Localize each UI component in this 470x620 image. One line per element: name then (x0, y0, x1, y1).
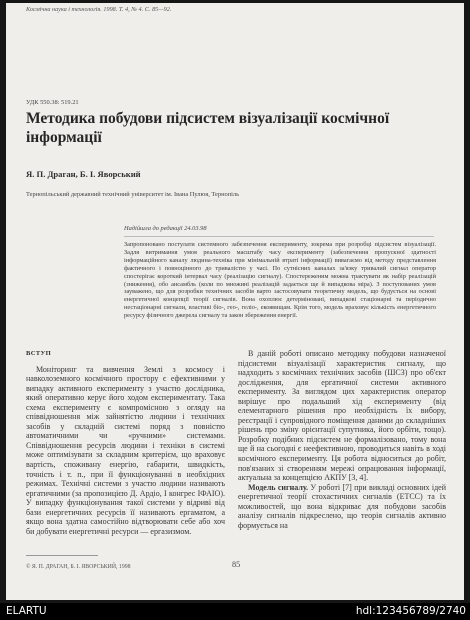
right-column-paragraph-2 (238, 483, 446, 531)
viewer-status-bar (0, 603, 470, 620)
received-date: Надійшла до редакції 24.03.98 (124, 225, 207, 232)
journal-header: Космічна наука і технологія. 1998. Т. 4, № 4. С. 85—92. (26, 6, 172, 13)
right-column (238, 349, 446, 530)
copyright-note: © Я. П. ДРАГАН, Б. І. ЯВОРСЬКИЙ, 1998 (26, 564, 131, 570)
model-heading: Модель сигналу. (248, 482, 309, 492)
right-column-paragraph-2-text: У роботі [7] при викладі основних ідей енергетичної теорії стохастичних сигналів (ЕТСС) та їх можливостей, що вона відкриває для побудови засобів аналізу сигналів підкреслено, що теорія сигналів активно формується на (238, 482, 447, 530)
udc-code: УДК 550.38: 519.21 (26, 99, 79, 106)
handle-identifier[interactable]: hdl:123456789/2740 (355, 605, 466, 617)
article-title: Методика побудови підсистем візуалізації космічної інформації (26, 110, 390, 146)
section-heading-intro: ВСТУП (26, 350, 52, 357)
footer-divider (26, 555, 98, 556)
repository-name: ELARTU (6, 605, 47, 617)
abstract-divider (124, 236, 434, 237)
article-authors: Я. П. Драган, Б. І. Яворський (26, 169, 141, 179)
left-column (26, 349, 225, 536)
left-column-text: Моніторинг та вивчення Землі з космосу і навколоземного космічного простору є ефективними у випадку активного експерименту з участю дослідника, який оперативно керує його ходом експериментату. Така схема експерименту є компромісною з огляду на співвідношення між зайнятістю людини і технічних засобів у складній системі поряд з повністю автоматичними чи «ручними» системами. Співвідношення ресурсів людини і техніки в системі може оптимізувати за складним критерієм, що враховує вартість, споживану енергію, габарити, швидкість, точність і т. п., при її функціонуванні в необхідних режимах. Технічні системи з участю людини називають ергатичними (за пропозицією Д. Ардіо, І конгрес ІФАІО). У випадку функціонування такої системи у відриві від бази енергетичних ресурсів її називають ергаматом, а якщо вона здатна самостійно відтворювати себе або хоч би добувати енергетичні ресурси — ергазизмом. (26, 364, 225, 536)
abstract-text: Запропоновано постулати системного забезпечення експерименту, зокрема при розробці підсистем візуалізації. Задля витримання умов реального масштабу часу експерименту (забезпечення пропускної здатності інформаційного каналу людина-техніка при мінімальній втраті інформації) вивагаємо від методу представлення фактичного і повноцінного до тривалістю у часі. По сутнісних каналах за'язку тривалий сигнал оператор спостерігає короткий інтервал часу (реалізацію сигналу). Спостереженим можна трактувати як набір реалізацій (зниження), обо ансамбль (коли по множині реалізацій задається ще й випадкова міра). З поступованих умов зауважено, що для розробки технічних засобів варто застосовувати теоретичну модель, що будується на основі енергетичної концепції теорії сигналів. Вона охоплює детерміновані, випадкові стаціонарні та періодично нестаціонарні сигнали, властиві біо-, гео-, геліо-, екоявищам. Крім того, модель враховує кількість енергетичного ресурсу фізичного джерела сигналу та закон збереження енергії. (124, 241, 436, 320)
author-affiliation: Тернопільський державний технічний університет ім. Івана Пулюя, Тернопіль (26, 191, 239, 198)
scanned-page (6, 3, 464, 600)
right-column-paragraph-1: В даній роботі описано методику побудови назначеної підсистеми візуалізації характеристик сигналу, що надходить з космічних технічних засобів (ШСЗ) про об'єкт дослідження, для ергатичної системи активного експерименту. За виглядом цих характеристик оператор вирішує про подальший хід експерименту (від елементарного рішення про необхідність їх вибору, реєстрації і супровідного поміщення даними до складніших рішень про зміну орієнтації супутника, його орбіти, тощо). Розробку подібних підсистем не формалізовано, тому вона ще й на сьогодні є неефективною, проводиться навіть в ході космічного експерименту. Ця робота відноситься до робіт, пов'язаних зі створенням мережі опрацювання інформації, актуальна за концепцією АКПУ [3, 4]. (238, 349, 446, 483)
page-number: 85 (232, 560, 241, 569)
